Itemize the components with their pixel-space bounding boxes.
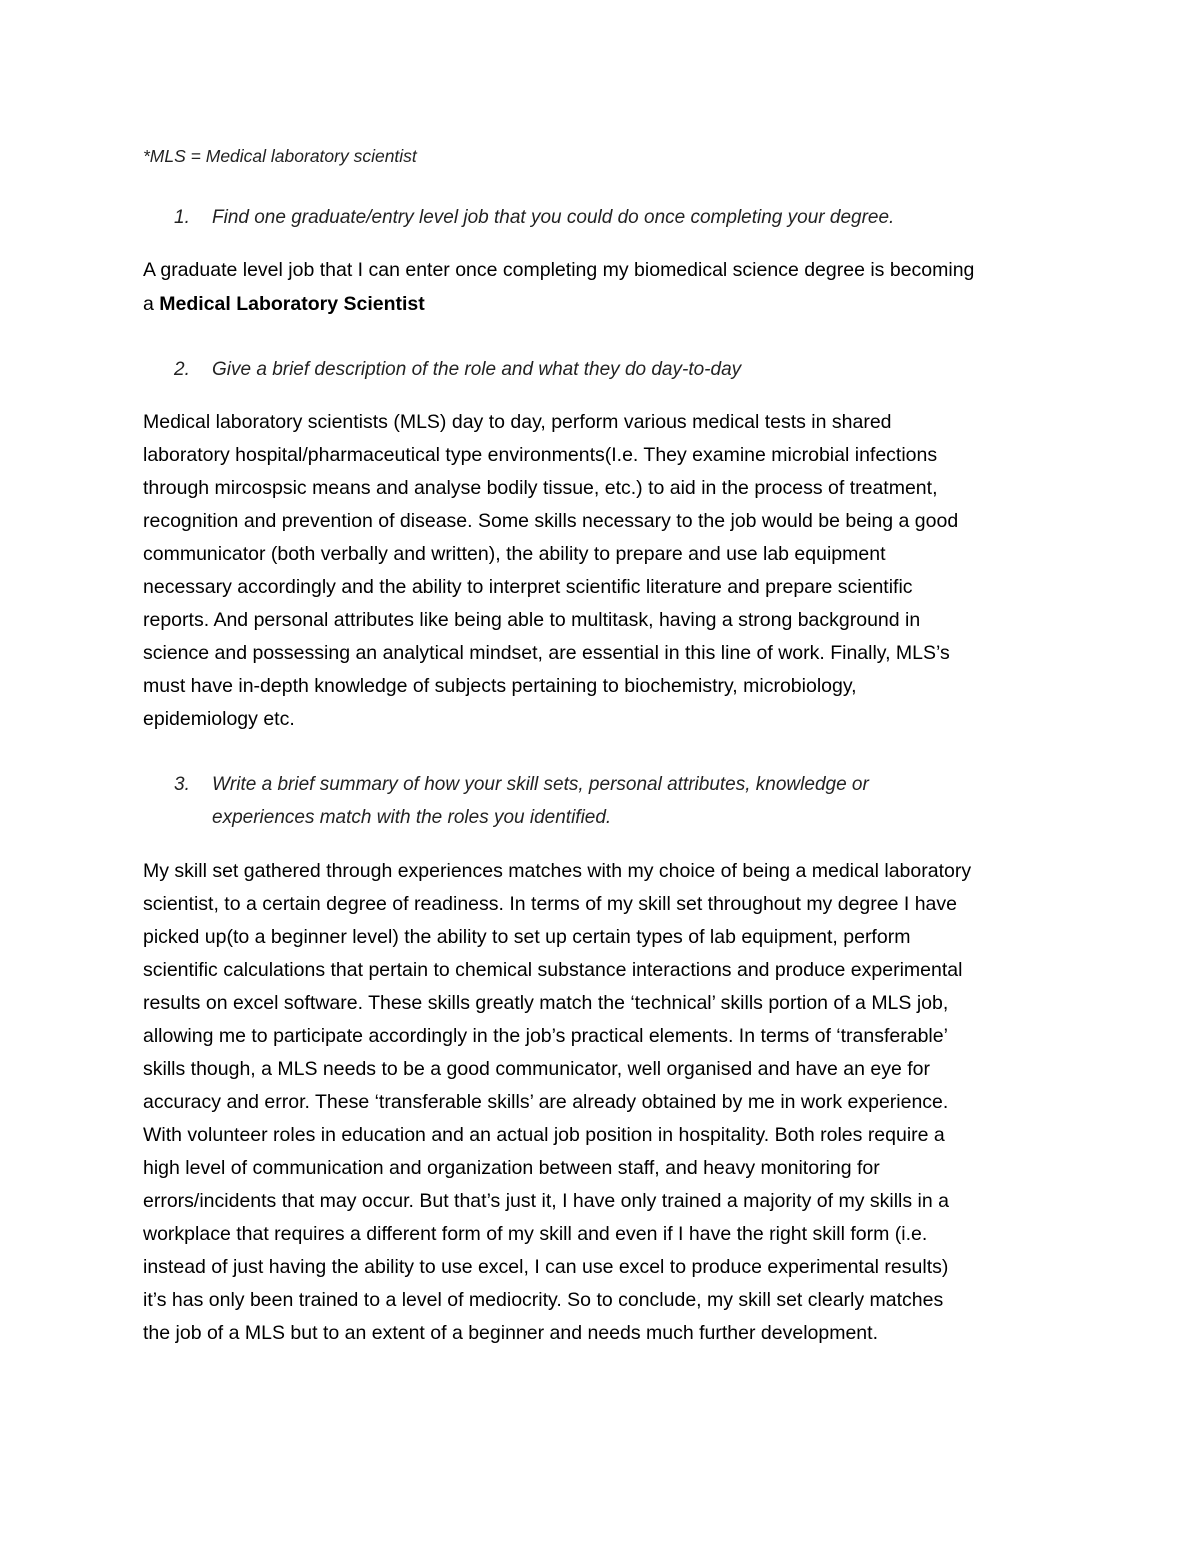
answer-3-line: scientific calculations that pertain to chemical substance interactions and produce experimental [143,959,963,981]
answer-1-line: A graduate level job that I can enter once completing my biomedical science degree is becoming [143,259,975,281]
answer-3-line: the job of a MLS but to an extent of a beginner and needs much further development. [143,1322,878,1344]
answer-3-line: With volunteer roles in education and an actual job position in hospitality. Both roles require a [143,1124,945,1146]
answer-2-line: reports. And personal attributes like being able to multitask, having a strong background in [143,609,921,631]
question-1-number: 1. [174,207,190,228]
question-3-number: 3. [174,774,190,795]
question-3-text: experiences match with the roles you identified. [212,807,612,828]
answer-2-line: must have in-depth knowledge of subjects pertaining to biochemistry, microbiology, [143,675,857,697]
answer-2-line: epidemiology etc. [143,708,295,730]
answer-2-line: Medical laboratory scientists (MLS) day to day, perform various medical tests in shared [143,411,892,433]
answer-2-line: communicator (both verbally and written), the ability to prepare and use lab equipment [143,543,886,565]
abbreviation-note: *MLS = Medical laboratory scientist [143,146,417,166]
answer-3-line: picked up(to a beginner level) the ability to set up certain types of lab equipment, perform [143,926,911,948]
answer-1-prefix: a [143,293,160,315]
answer-3-line: it’s has only been trained to a level of mediocrity. So to conclude, my skill set clearly matches [143,1289,944,1311]
answer-3-line: high level of communication and organization between staff, and heavy monitoring for [143,1157,880,1179]
question-3-text: Write a brief summary of how your skill sets, personal attributes, knowledge or [212,774,869,795]
question-2-number: 2. [174,359,190,380]
question-1-text: Find one graduate/entry level job that you could do once completing your degree. [212,207,895,228]
answer-3-line: workplace that requires a different form of my skill and even if I have the right skill form (i.e. [143,1223,928,1245]
answer-3-line: errors/incidents that may occur. But that’s just it, I have only trained a majority of my skills in a [143,1190,949,1212]
answer-2-line: necessary accordingly and the ability to interpret scientific literature and prepare scientific [143,576,913,598]
answer-3-line: instead of just having the ability to use excel, I can use excel to produce experimental results) [143,1256,949,1278]
question-2-text: Give a brief description of the role and what they do day-to-day [212,359,742,380]
answer-3-line: accuracy and error. These ‘transferable skills’ are already obtained by me in work experience. [143,1091,949,1113]
answer-2-line: recognition and prevention of disease. Some skills necessary to the job would be being a good [143,510,959,532]
answer-2-line: laboratory hospital/pharmaceutical type environments(I.e. They examine microbial infections [143,444,938,466]
answer-2-line: through mircospsic means and analyse bodily tissue, etc.) to aid in the process of treatment, [143,477,938,499]
answer-1-line [143,291,425,317]
answer-1-job-title: Medical Laboratory Scientist [159,293,425,315]
answer-3-line: scientist, to a certain degree of readiness. In terms of my skill set throughout my degree I have [143,893,957,915]
answer-3-line: skills though, a MLS needs to be a good communicator, well organised and have an eye for [143,1058,930,1080]
answer-3-line: My skill set gathered through experiences matches with my choice of being a medical laboratory [143,860,972,882]
answer-3-line: allowing me to participate accordingly in the job’s practical elements. In terms of ‘transferable’ [143,1025,948,1047]
answer-2-line: science and possessing an analytical mindset, are essential in this line of work. Finally, MLS’s [143,642,950,664]
answer-3-line: results on excel software. These skills greatly match the ‘technical’ skills portion of a MLS job, [143,992,949,1014]
